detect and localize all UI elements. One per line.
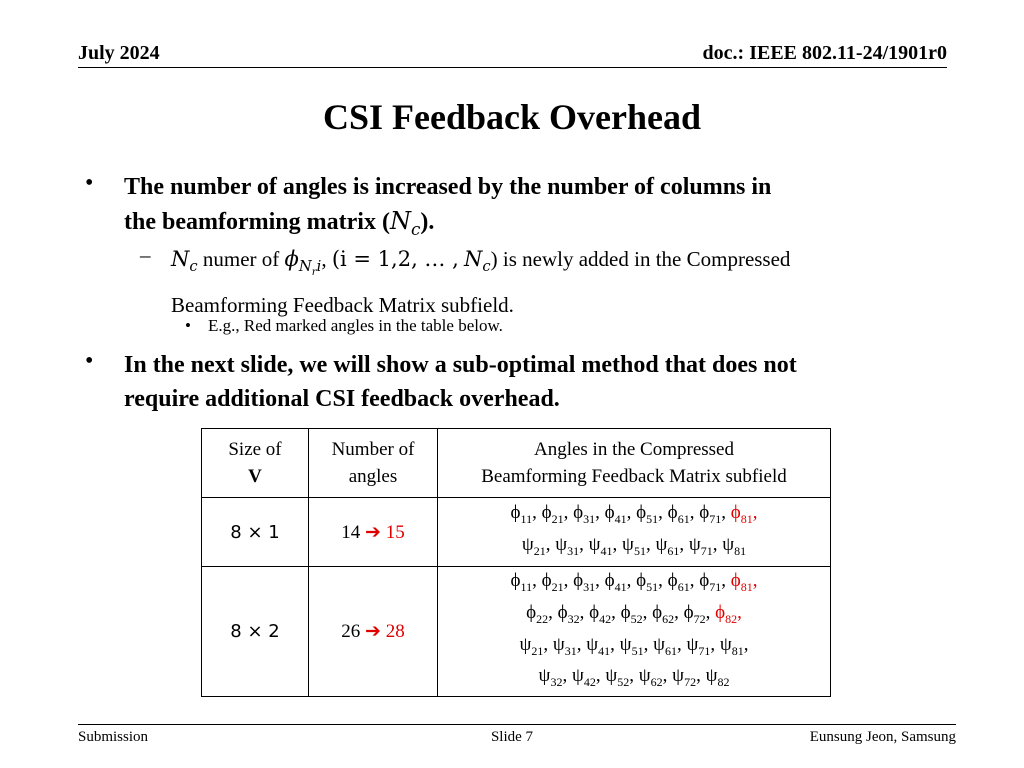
cell-size: 8 × 1 xyxy=(202,498,309,567)
footer-author: Eunsung Jeon, Samsung xyxy=(809,729,956,745)
cell-angles: $\phi_{11}$, $\phi_{21}$, $\phi_{31}$, $\phi_{41}$, $\phi_{51}$, $\phi_{61}$, $\phi_{71}$, $\phi_{81}$, $\phi_{22}$, $\phi_{32}$, $\phi_{42}$, $\phi_{52}$, $\phi_{62}$, $\phi_{72}$, $\phi_{82}$, $\psi_{21}$, $\psi_{31}$, $\psi_{41}$, $\psi_{51}$, $\psi_{61}$, $\psi_{71}$, $\psi_{81}$, $\psi_{32}$, $\psi_{42}$, $\psi_{52}$, $\psi_{62}$, $\psi_{72}$, $\psi_{82}$ xyxy=(438,567,831,697)
header-date: July 2024 xyxy=(78,42,160,64)
range-text: (i = 1,2, … , xyxy=(331,247,459,271)
subbullet-marker: – xyxy=(140,243,151,267)
subbullet-newly-added: $N_c$ numer of $\phi_{N_ri}$, (i = 1,2, … , $N_c$) is newly added in the Compressed Beamforming Feedback Matrix subfield. xyxy=(171,247,791,318)
bullet-text-line1: The number of angles is increased by the number of columns in xyxy=(124,174,772,200)
subbullet-text-pre: numer of xyxy=(202,247,280,271)
angles-table xyxy=(201,428,831,697)
bullet-text-line1: In the next slide, we will show a sub-optimal method that does not xyxy=(124,352,797,378)
nc-symbol: $N_c$ xyxy=(171,247,198,276)
arrow-icon: ➔ xyxy=(365,621,381,643)
arrow-icon: ➔ xyxy=(365,521,381,543)
subbullet-text-line2: Beamforming Feedback Matrix subfield. xyxy=(171,293,514,318)
cell-num-angles: 26 ➔ 28 xyxy=(309,567,438,697)
col-header-angles: Angles in the Compressed Beamforming Feedback Matrix subfield xyxy=(438,429,831,498)
header-doc-id: doc.: IEEE 802.11-24/1901r0 xyxy=(702,42,947,64)
bullet-text-line2-post: ). xyxy=(420,209,435,235)
cell-size: 8 × 2 xyxy=(202,567,309,697)
bullet-next-slide xyxy=(124,348,954,416)
cell-angles: $\phi_{11}$, $\phi_{21}$, $\phi_{31}$, $\phi_{41}$, $\phi_{51}$, $\phi_{61}$, $\phi_{71}$, $\phi_{81}$, $\psi_{21}$, $\psi_{31}$, $\psi_{41}$, $\psi_{51}$, $\psi_{61}$, $\psi_{71}$, $\psi_{81}$ xyxy=(438,498,831,567)
nc-symbol: $N_c$ xyxy=(464,247,491,276)
header-divider xyxy=(78,67,947,68)
footer-divider xyxy=(78,724,956,725)
subsubbullet-marker: • xyxy=(185,316,191,335)
bullet-text-line2-pre: the beamforming matrix ( xyxy=(124,209,390,235)
table-row xyxy=(202,498,831,567)
subsubbullet-example: E.g., Red marked angles in the table below. xyxy=(208,316,503,335)
table-row xyxy=(202,567,831,697)
col-header-size: Size of V xyxy=(202,429,309,498)
bullet-marker: • xyxy=(85,170,94,196)
bullet-angles-increase xyxy=(124,170,954,246)
col-header-num-angles: Number of angles xyxy=(309,429,438,498)
footer-slide-number: Slide 7 xyxy=(490,729,534,745)
cell-num-angles: 14 ➔ 15 xyxy=(309,498,438,567)
bullet-text-line2: require additional CSI feedback overhead. xyxy=(124,386,560,412)
phi-symbol: $\phi_{N_ri}$ xyxy=(284,247,322,279)
footer-submission: Submission xyxy=(78,729,149,745)
slide-title: CSI Feedback Overhead xyxy=(323,97,701,137)
nc-symbol: $N_c$ xyxy=(389,207,421,239)
subbullet-text-post: ) is newly added in the Compressed xyxy=(490,247,791,271)
bullet-marker: • xyxy=(85,348,94,374)
